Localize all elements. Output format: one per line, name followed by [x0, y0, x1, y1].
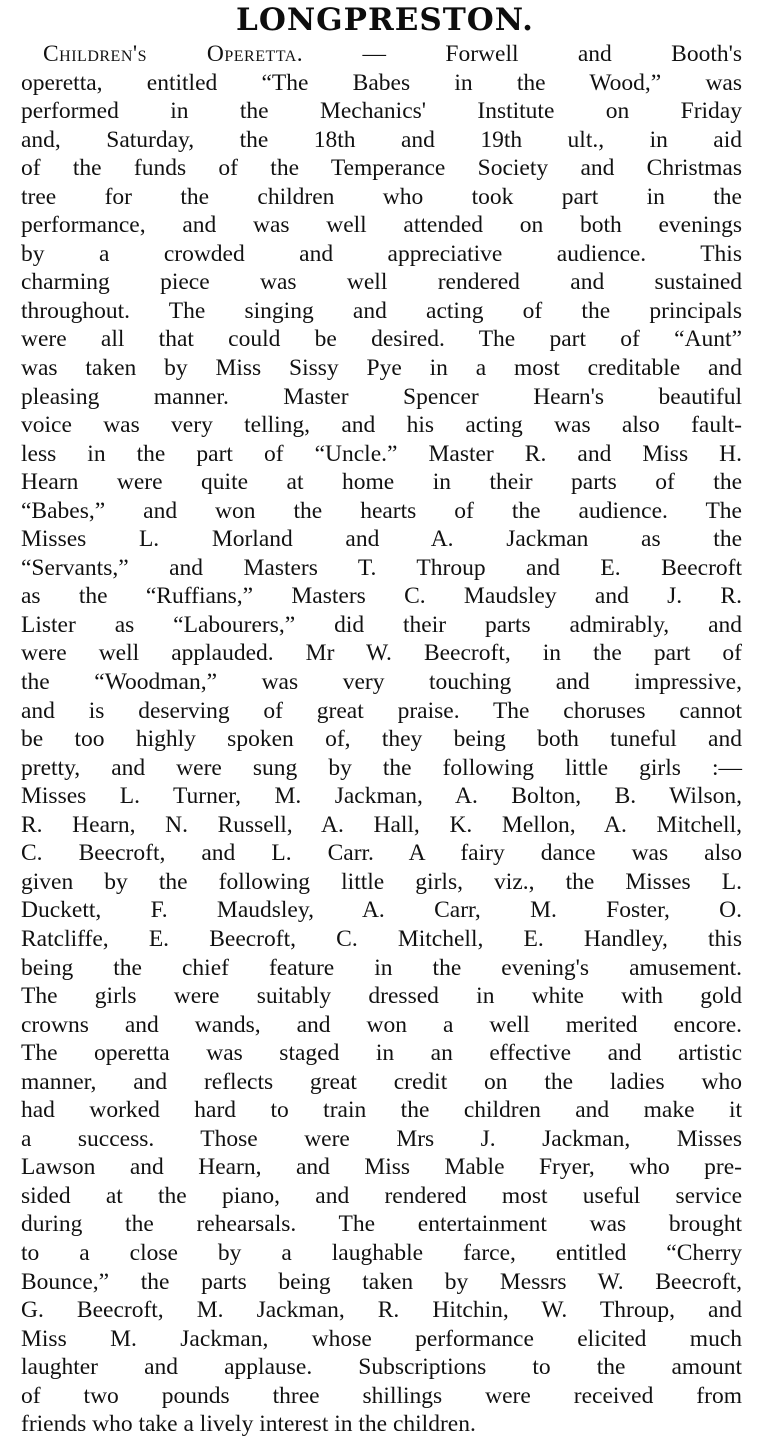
article-line: and, Saturday, the 18th and 19th ult., in aid: [21, 126, 742, 153]
article-line: Misses L. Morland and A. Jackman as the: [21, 526, 742, 553]
article-line: were all that could be desired. The part of “Aunt”: [21, 326, 742, 353]
article-line: less in the part of “Uncle.” Master R. and Miss H.: [21, 440, 742, 467]
article-line: pleasing manner. Master Spencer Hearn's beautiful: [21, 383, 742, 410]
article-line: by a crowded and appreciative audience. This: [21, 240, 742, 267]
article-body: [21, 40, 742, 1439]
article-line: performed in the Mechanics' Institute on Friday: [21, 98, 742, 125]
article-line: to a close by a laughable farce, entitled “Cherry: [21, 1239, 742, 1266]
article-line: friends who take a lively interest in the children.: [21, 1411, 476, 1438]
article-line: operetta, entitled “The Babes in the Wood,” was: [21, 69, 742, 96]
article-line: charming piece was well rendered and sustained: [21, 269, 742, 296]
article-line: during the rehearsals. The entertainment was brought: [21, 1211, 742, 1238]
article-line: voice was very telling, and his acting was also fault-: [21, 412, 742, 439]
article-line: pretty, and were sung by the following little girls :—: [21, 754, 742, 781]
article-line: Ratcliffe, E. Beecroft, C. Mitchell, E. Handley, this: [21, 925, 742, 952]
article-line: of two pounds three shillings were received from: [21, 1382, 742, 1409]
article-line: be too highly spoken of, they being both tuneful and: [21, 726, 742, 753]
article-line: laughter and applause. Subscriptions to the amount: [21, 1354, 742, 1381]
article-title: LONGPRESTON.: [236, 2, 534, 38]
article-line: as the “Ruffians,” Masters C. Maudsley and J. R.: [21, 583, 742, 610]
article-line: throughout. The singing and acting of the principals: [21, 297, 742, 324]
article-line: was taken by Miss Sissy Pye in a most creditable and: [21, 355, 742, 382]
article-line: being the chief feature in the evening's amusement.: [21, 954, 742, 981]
article-line: Lawson and Hearn, and Miss Mable Fryer, who pre-: [21, 1154, 742, 1181]
article-line: manner, and reflects great credit on the ladies who: [21, 1068, 742, 1095]
article-line: Hearn were quite at home in their parts of the: [21, 469, 742, 496]
article-line: Miss M. Jackman, whose performance elicited much: [21, 1325, 742, 1352]
article-line: tree for the children who took part in the: [21, 183, 742, 210]
article-line: and is deserving of great praise. The choruses cannot: [21, 697, 742, 724]
article-line: of the funds of the Temperance Society and Christmas: [21, 155, 742, 182]
section-heading: Children's Operetta.: [43, 41, 304, 67]
article-line: given by the following little girls, viz., the Misses L.: [21, 868, 742, 895]
article-line: Lister as “Labourers,” did their parts admirably, and: [21, 611, 742, 638]
article-line: [21, 40, 742, 69]
article-line: C. Beecroft, and L. Carr. A fairy dance was also: [21, 840, 742, 867]
article-line: had worked hard to train the children and make it: [21, 1097, 742, 1124]
article-line: The operetta was staged in an effective and artistic: [21, 1040, 742, 1067]
article-line-text: — Forwell and Booth's: [362, 41, 743, 67]
article-line: “Servants,” and Masters T. Throup and E. Beecroft: [21, 554, 742, 581]
article-line: the “Woodman,” was very touching and impressive,: [21, 669, 742, 696]
article-line: crowns and wands, and won a well merited encore.: [21, 1011, 742, 1038]
article-line: sided at the piano, and rendered most useful service: [21, 1182, 742, 1209]
article-line: performance, and was well attended on both evenings: [21, 212, 742, 239]
article-line: G. Beecroft, M. Jackman, R. Hitchin, W. Throup, and: [21, 1297, 742, 1324]
article-line: “Babes,” and won the hearts of the audience. The: [21, 497, 742, 524]
article-line: Duckett, F. Maudsley, A. Carr, M. Foster, O.: [21, 897, 742, 924]
article-line: were well applauded. Mr W. Beecroft, in the part of: [21, 640, 742, 667]
article-line: a success. Those were Mrs J. Jackman, Misses: [21, 1125, 742, 1152]
article-line: R. Hearn, N. Russell, A. Hall, K. Mellon, A. Mitchell,: [21, 811, 742, 838]
article-line: The girls were suitably dressed in white with gold: [21, 983, 742, 1010]
article-line: Bounce,” the parts being taken by Messrs W. Beecroft,: [21, 1268, 742, 1295]
article-line: Misses L. Turner, M. Jackman, A. Bolton, B. Wilson,: [21, 783, 742, 810]
